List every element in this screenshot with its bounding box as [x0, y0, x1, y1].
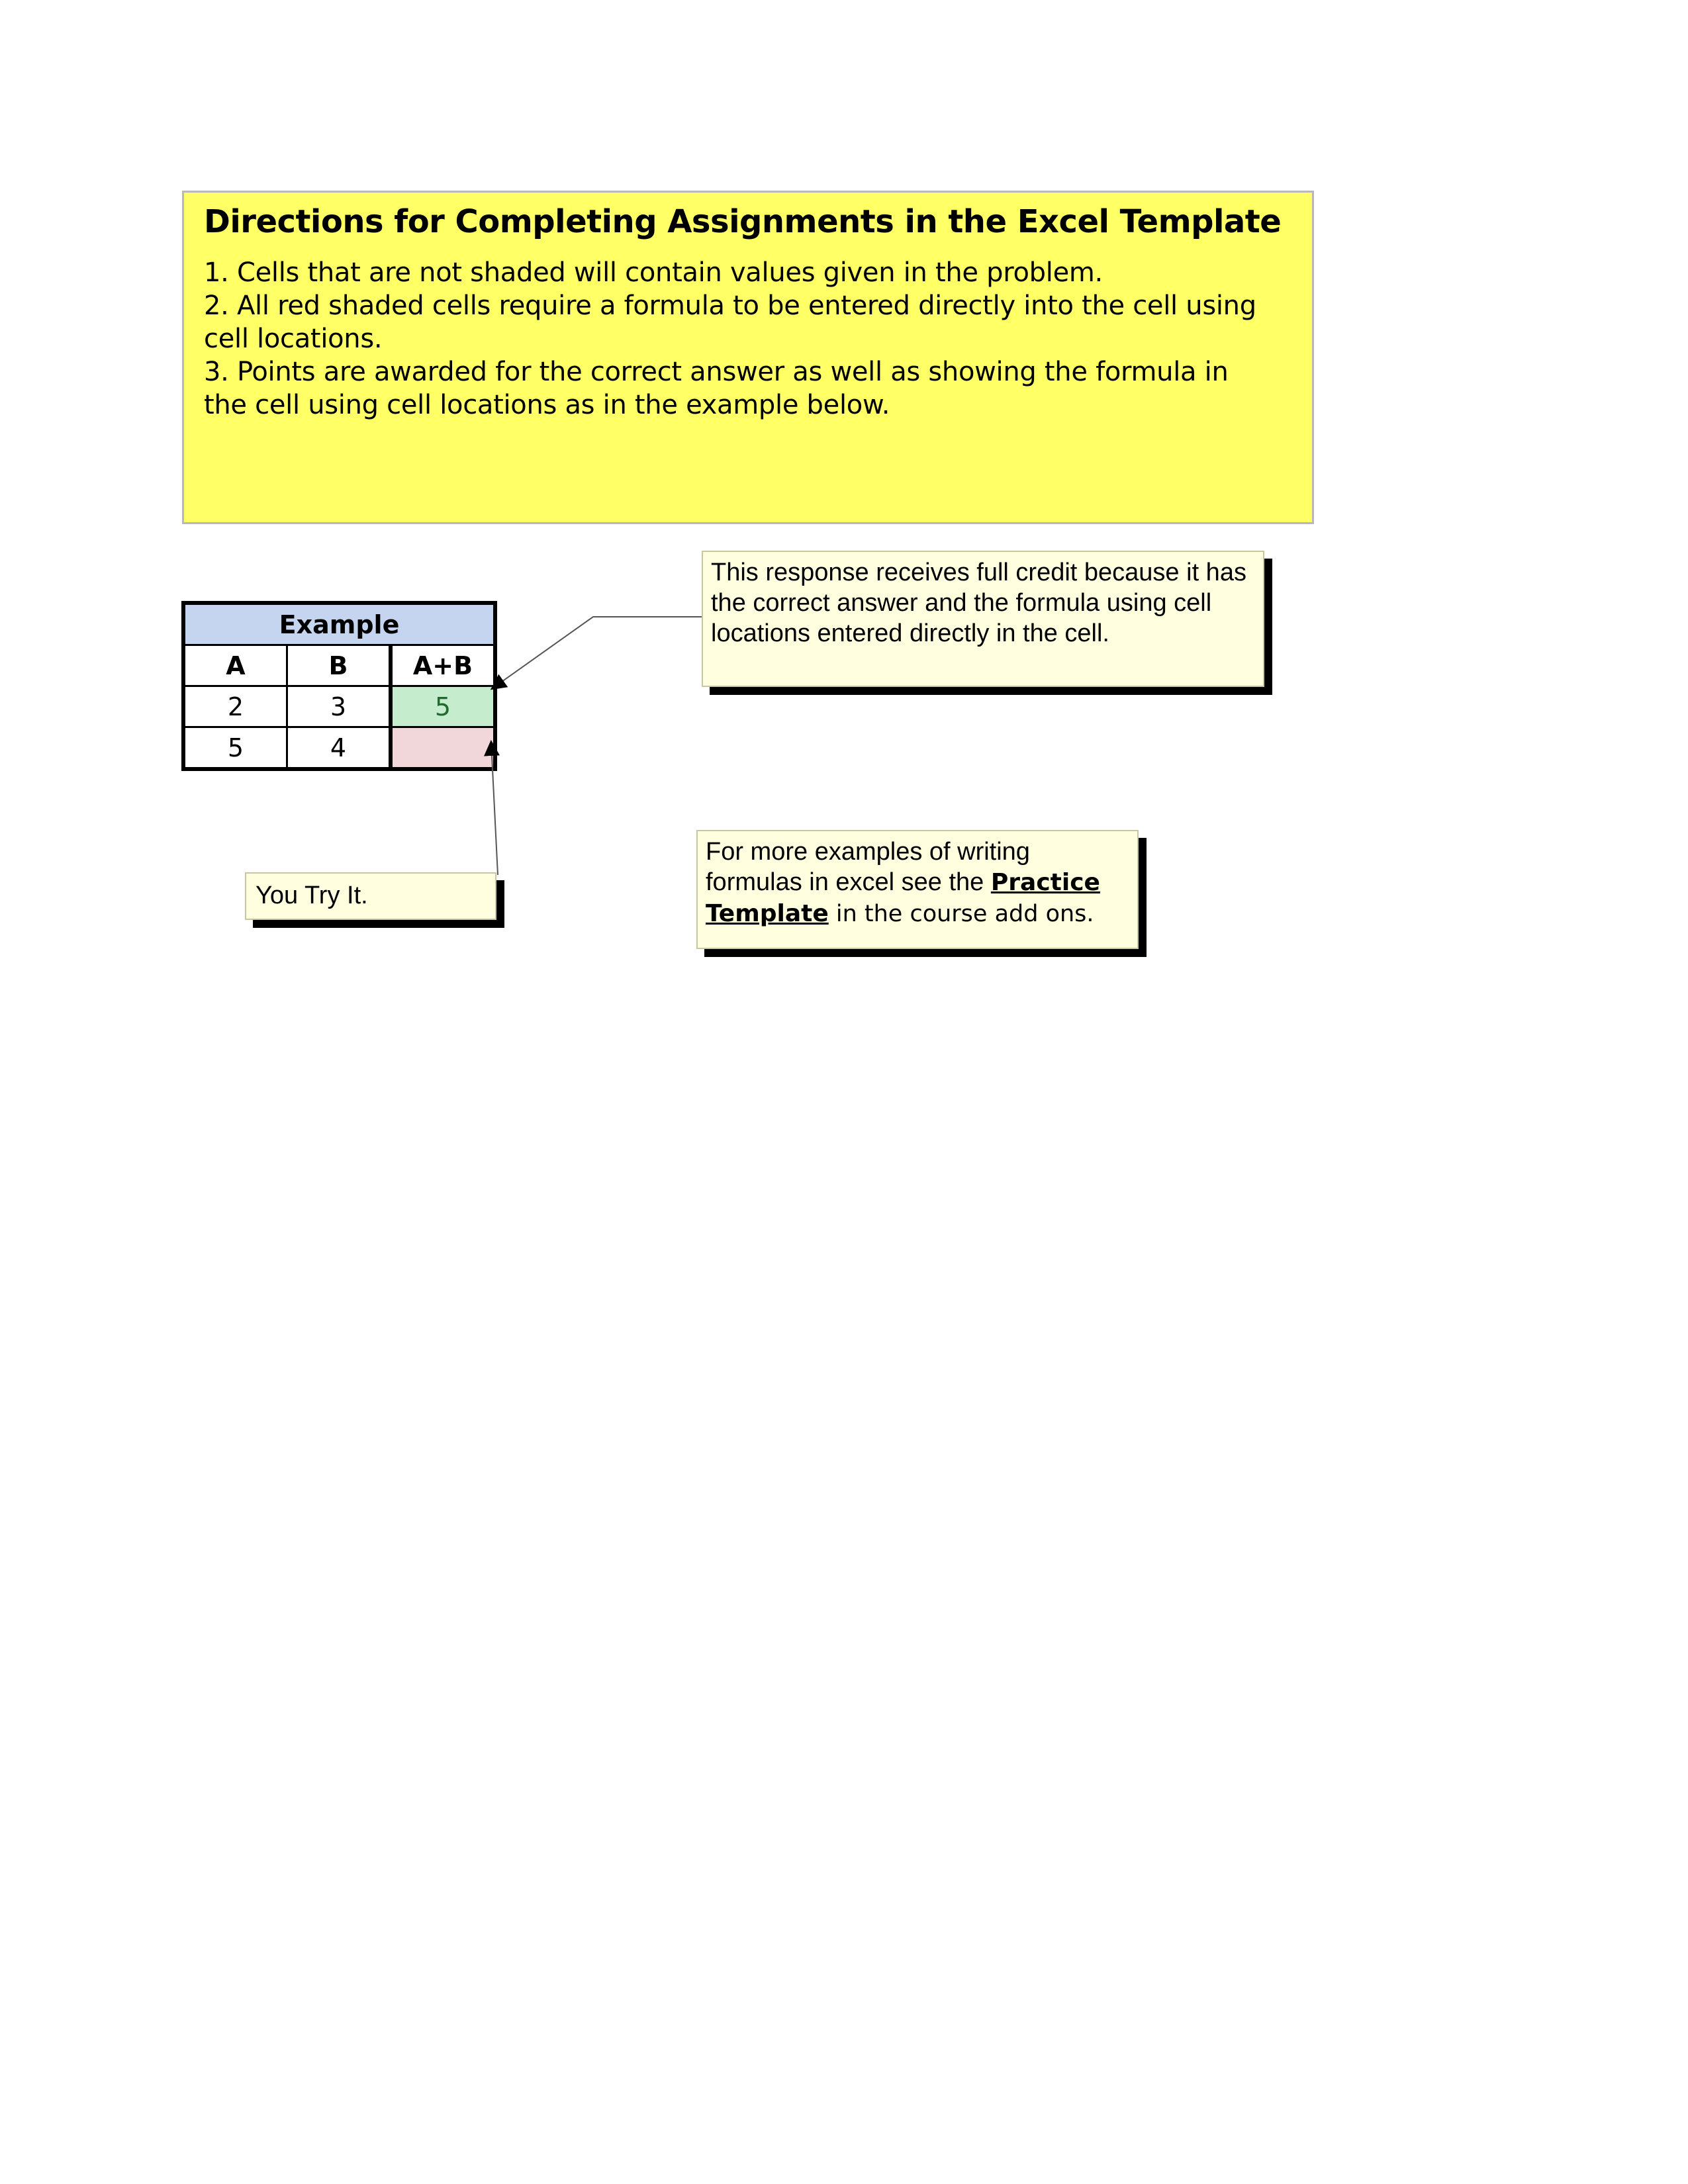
full-credit-callout [702, 551, 1264, 687]
example-table [181, 601, 497, 771]
you-try-it-callout [245, 872, 496, 920]
cell-b-row2[interactable]: 4 [287, 727, 391, 770]
cell-sum-row2-formula[interactable] [391, 727, 495, 770]
more-examples-suffix: in the course add ons. [828, 901, 1094, 927]
header-cell-sum[interactable]: A+B [391, 645, 495, 686]
directions-line-4: 3. Points are awarded for the correct answer as well as showing the formula in [204, 357, 1229, 387]
more-examples-prefix: For more examples of writing formulas in excel see the [706, 838, 1030, 896]
directions-line-1: 1. Cells that are not shaded will contain values given in the problem. [204, 257, 1103, 288]
cell-a-row2[interactable]: 5 [183, 727, 287, 770]
cell-a-row1[interactable]: 2 [183, 686, 287, 727]
directions-line-5: the cell using cell locations as in the example below. [204, 390, 890, 420]
directions-line-2: 2. All red shaded cells require a formula to be entered directly into the cell using [204, 291, 1256, 321]
more-examples-callout [696, 830, 1139, 949]
directions-title: Directions for Completing Assignments in the Excel Template [204, 203, 1282, 240]
header-cell-a[interactable]: A [183, 645, 287, 686]
directions-box [182, 191, 1314, 524]
cell-sum-row1-answer[interactable]: 5 [391, 686, 495, 727]
cell-b-row1[interactable]: 3 [287, 686, 391, 727]
full-credit-callout-text: This response receives full credit because it has the correct answer and the formula using cell locations entered directly in the cell. [711, 559, 1246, 647]
header-cell-b[interactable]: B [287, 645, 391, 686]
example-table-caption[interactable]: Example [183, 603, 495, 645]
directions-line-3: cell locations. [204, 324, 383, 354]
practice-template-link[interactable]: Practice Template [706, 869, 1100, 927]
you-try-it-text: You Try It. [256, 882, 368, 909]
